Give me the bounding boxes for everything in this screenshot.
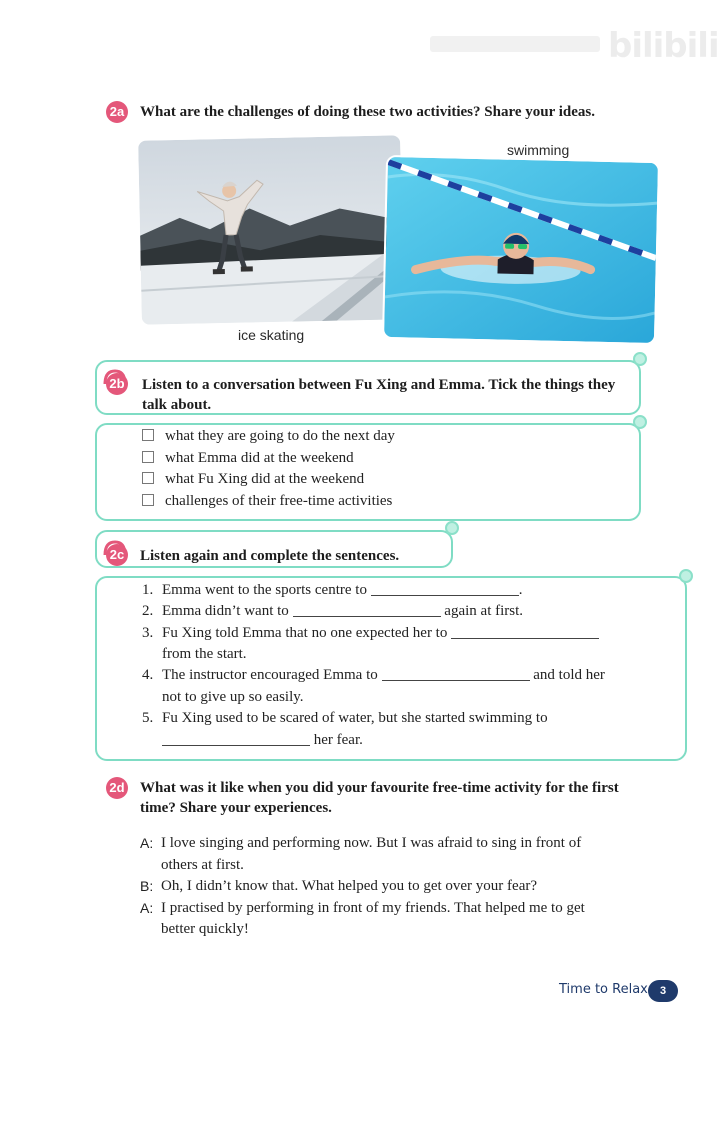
swimming-photo — [384, 157, 658, 343]
checkbox[interactable] — [142, 429, 154, 441]
sentence-5-continuation — [162, 730, 363, 751]
panel-corner-dot — [633, 415, 647, 429]
sentence-number: 4. — [142, 667, 154, 683]
sentence-4-continuation: not to give up so easily. — [162, 689, 304, 705]
unit-title: Time to Relax — [559, 982, 648, 997]
dialogue-line: I practised by performing in front of my friends. That helped me to get — [161, 900, 585, 916]
watermark-bar — [430, 36, 600, 52]
sentence-number: 1. — [142, 582, 154, 598]
answer-blank[interactable] — [382, 667, 530, 681]
watermark — [430, 22, 719, 68]
exercise-2c-instruction: Listen again and complete the sentences. — [140, 548, 400, 564]
page-number: 3 — [648, 980, 678, 1002]
dialogue-line: Oh, I didn’t know that. What helped you to get over your fear? — [161, 878, 538, 894]
checklist-item-label: what Emma did at the weekend — [165, 450, 354, 466]
answer-blank[interactable] — [162, 732, 310, 746]
watermark-logo: bilibili — [608, 26, 719, 66]
checklist-item[interactable] — [142, 469, 364, 490]
sentence-4-middle: and told her — [533, 667, 605, 683]
dialogue-line: I love singing and performing now. But I was afraid to sing in front of — [161, 835, 582, 851]
exercise-badge-2c: 2c — [106, 544, 128, 566]
sentence-1-end: . — [518, 582, 523, 598]
sentence-number: 3. — [142, 625, 154, 641]
checkbox[interactable] — [142, 472, 154, 484]
sentence-number: 2. — [142, 603, 154, 619]
swimming-caption: swimming — [507, 142, 570, 158]
checklist-item-label: challenges of their free-time activities — [165, 493, 393, 509]
sentence-3-continuation: from the start. — [162, 646, 247, 662]
checklist-item[interactable] — [142, 426, 395, 447]
sentence-2 — [162, 601, 523, 622]
checklist-item[interactable] — [142, 491, 392, 512]
checklist-item[interactable] — [142, 448, 354, 469]
ice-skating-photo — [138, 135, 404, 324]
sentence-2-text: Emma didn’t want to — [162, 603, 289, 619]
exercise-2b-instruction-line2: talk about. — [142, 397, 212, 413]
sentence-1-text: Emma went to the sports centre to — [162, 582, 367, 598]
checkbox[interactable] — [142, 494, 154, 506]
answer-blank[interactable] — [451, 625, 599, 639]
exercise-2d-instruction-line2: time? Share your experiences. — [140, 800, 332, 816]
dialogue-speaker: B: — [140, 878, 154, 894]
sentence-5: Fu Xing used to be scared of water, but she started swimming to — [162, 710, 548, 726]
exercise-badge-2b: 2b — [106, 373, 128, 395]
checkbox[interactable] — [142, 451, 154, 463]
sentence-3-text: Fu Xing told Emma that no one expected her to — [162, 625, 448, 641]
sentence-5-end: her fear. — [313, 732, 363, 748]
sentence-3 — [162, 623, 599, 644]
sentence-2-end: again at first. — [444, 603, 524, 619]
sentence-number: 5. — [142, 710, 154, 726]
sentence-4 — [162, 665, 605, 686]
checklist-item-label: what they are going to do the next day — [165, 428, 395, 444]
panel-corner-dot — [679, 569, 693, 583]
dialogue-speaker: A: — [140, 835, 154, 851]
ice-skating-caption: ice skating — [238, 327, 305, 343]
answer-blank[interactable] — [293, 603, 441, 617]
exercise-2a-instruction: What are the challenges of doing these two activities? Share your ideas. — [140, 104, 595, 120]
exercise-badge-2a: 2a — [106, 101, 128, 123]
sentence-1 — [162, 580, 522, 601]
dialogue-speaker: A: — [140, 900, 154, 916]
exercise-2b-instruction-line1: Listen to a conversation between Fu Xing and Emma. Tick the things they — [142, 377, 616, 393]
dialogue-line-continuation: others at first. — [161, 857, 244, 873]
answer-blank[interactable] — [371, 582, 519, 596]
panel-corner-dot — [445, 521, 459, 535]
sentence-4-text: The instructor encouraged Emma to — [162, 667, 378, 683]
dialogue-line-continuation: better quickly! — [161, 921, 249, 937]
exercise-2d-instruction-line1: What was it like when you did your favourite free-time activity for the first — [140, 780, 619, 796]
exercise-badge-2d: 2d — [106, 777, 128, 799]
checklist-item-label: what Fu Xing did at the weekend — [165, 471, 365, 487]
panel-corner-dot — [633, 352, 647, 366]
